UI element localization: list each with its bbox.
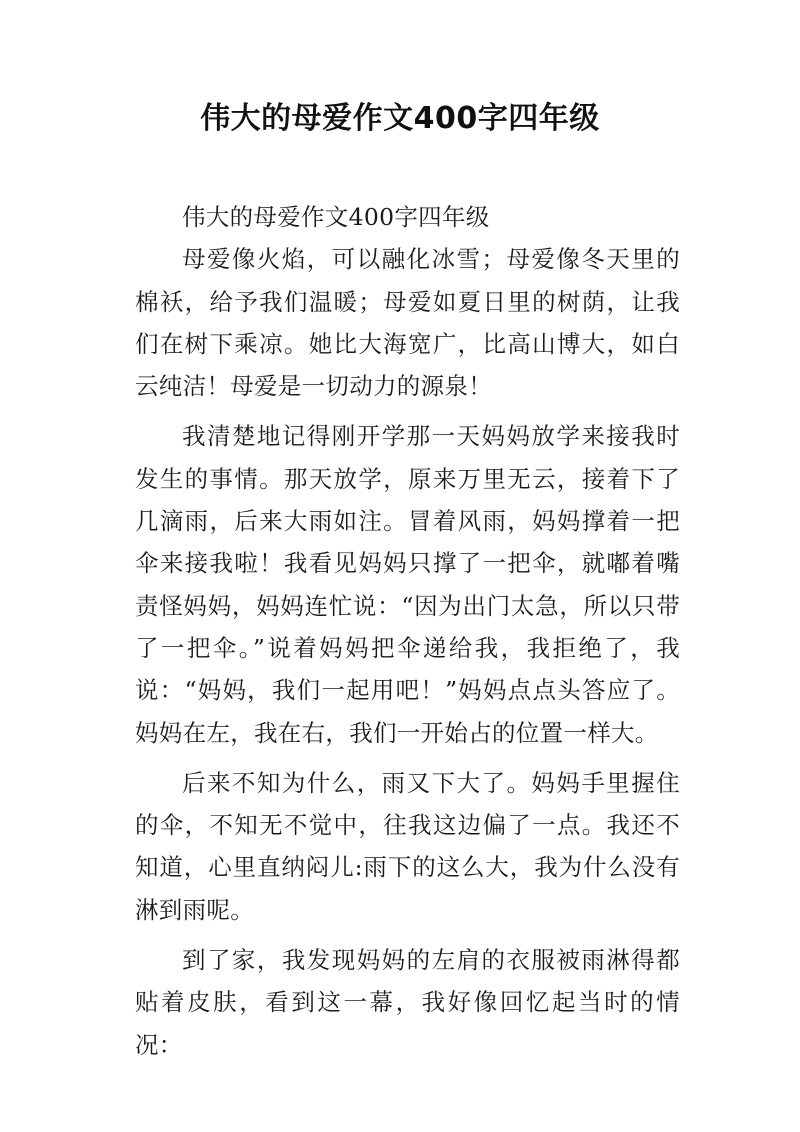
paragraph-rain-heavier: 后来不知为什么，雨又下大了。妈妈手里握住的伞，不知无不觉中，往我这边偏了一点。我还不知道，心里直纳闷儿:雨下的这么大，我为什么没有淋到雨呢。: [135, 768, 680, 924]
paragraph-heading: 伟大的母爱作文400字四年级: [182, 203, 490, 231]
document-title: 伟大的母爱作文400字四年级: [200, 101, 600, 136]
paragraph-intro: 母爱像火焰，可以融化冰雪；母爱像冬天里的棉袄，给予我们温暖；母爱如夏日里的树荫，让我们在树下乘凉。她比大海宽广，比高山博大，如白云纯洁！母爱是一切动力的源泉！: [135, 245, 680, 401]
document-body: [135, 196, 680, 1066]
paragraph-arrive-home: 到了家，我发现妈妈的左肩的衣服被雨淋得都贴着皮肤，看到这一幕，我好像回忆起当时的情况：: [135, 946, 680, 1059]
paragraph-umbrella-story: 我清楚地记得刚开学那一天妈妈放学来接我时发生的事情。那天放学，原来万里无云，接着下了几滴雨，后来大雨如注。冒着风雨，妈妈撑着一把伞来接我啦！我看见妈妈只撑了一把伞，就嘟着嘴责怪妈妈，妈妈连忙说：“因为出门太急，所以只带了一把伞。”说着妈妈把伞递给我，我拒绝了，我说：“妈妈，我们一起用吧！”妈妈点点头答应了。妈妈在左，我在右，我们一开始占的位置一样大。: [135, 422, 680, 747]
